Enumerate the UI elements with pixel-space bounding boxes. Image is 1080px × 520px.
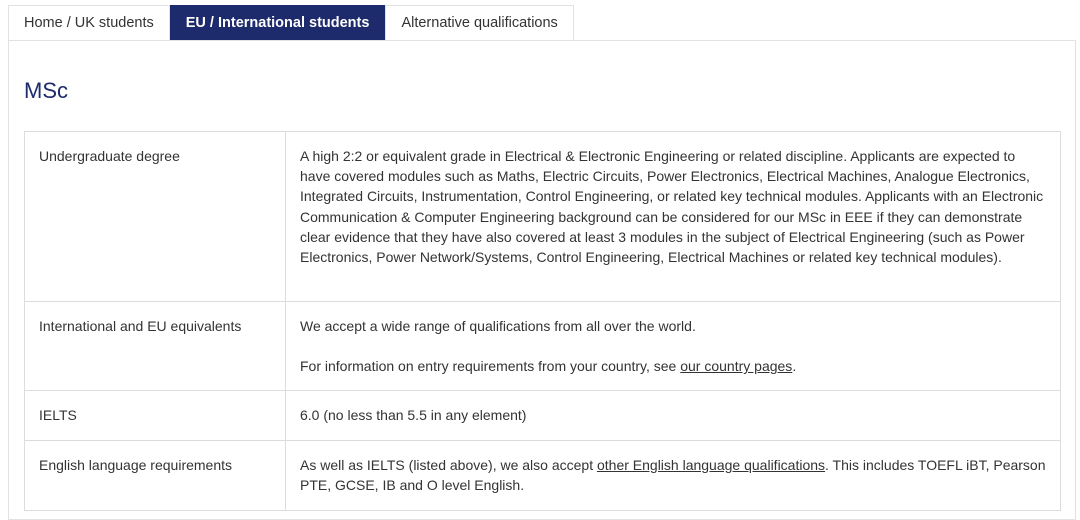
row-label: IELTS — [25, 391, 286, 440]
table-row — [25, 132, 1061, 302]
row-text: We accept a wide range of qualifications from all over the world. — [300, 318, 696, 334]
tab-alternative-qualifications[interactable]: Alternative qualifications — [385, 5, 573, 40]
table-row — [25, 440, 1061, 510]
row-label: International and EU equivalents — [25, 302, 286, 391]
text: As well as IELTS (listed above), we also accept — [300, 456, 597, 473]
table-row — [25, 391, 1061, 440]
requirements-table — [24, 131, 1061, 511]
row-label: English language requirements — [25, 440, 286, 510]
text: For information on entry requirements from your country, see — [300, 358, 681, 375]
row-value: 6.0 (no less than 5.5 in any element) — [286, 391, 1061, 440]
country-pages-link[interactable]: our country pages — [680, 358, 793, 375]
tab-eu-international-students[interactable]: EU / International students — [170, 5, 386, 40]
page-title: MSc — [24, 78, 68, 103]
row-value — [286, 302, 1061, 391]
text: . This includes TOEFL iBT, Pearson PTE, GCSE, IB and O level English. — [300, 456, 1046, 493]
text: . — [792, 358, 797, 375]
row-value — [286, 440, 1061, 510]
english-qualifications-link[interactable]: other English language qualifications — [596, 456, 826, 473]
tab-bar — [8, 5, 574, 40]
row-label: Undergraduate degree — [25, 132, 286, 302]
table-row — [25, 302, 1061, 391]
tab-home-uk-students[interactable]: Home / UK students — [8, 5, 170, 40]
row-value: A high 2:2 or equivalent grade in Electrical & Electronic Engineering or related discipline. Applicants are expected to have covered modules such as Maths, Electric Circuits, Power Electronics, Electrical Machines, Analogue Electronics, Integrated Circuits, Instrumentation, Control Engineering, or related key technical modules. Applicants with an Electronic Communication & Computer Engineering background can be considered for our MSc in EEE if they can demonstrate clear evidence that they have also covered at least 3 modules in the subject of Electrical Engineering (such as Power Electronics, Power Network/Systems, Control Engineering, Electrical Machines or related key technical modules). — [286, 132, 1061, 302]
row-text — [300, 356, 1046, 376]
